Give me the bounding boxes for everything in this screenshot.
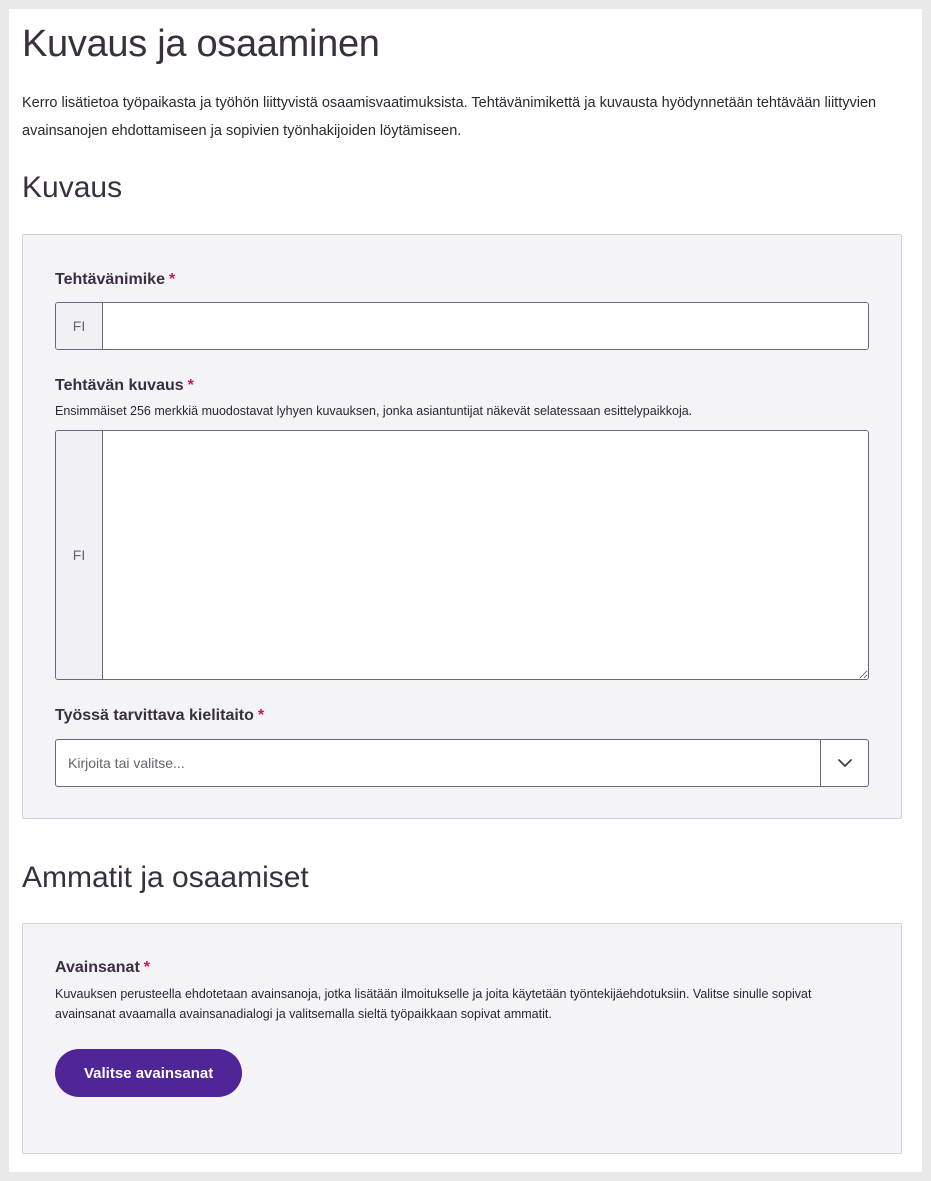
job-title-field bbox=[55, 302, 869, 350]
job-title-input[interactable] bbox=[103, 303, 868, 349]
required-mark: * bbox=[143, 959, 151, 976]
kuvaus-card bbox=[22, 234, 902, 819]
job-title-label bbox=[55, 271, 175, 289]
job-description-textarea[interactable] bbox=[103, 431, 868, 679]
language-tag: FI bbox=[56, 431, 103, 679]
language-skill-label bbox=[55, 707, 264, 725]
language-skill-dropdown-button[interactable] bbox=[820, 740, 868, 786]
job-description-help: Ensimmäiset 256 merkkiä muodostavat lyhyen kuvauksen, jonka asiantuntijat näkevät selatessaan esittelypaikkoja. bbox=[55, 404, 693, 418]
required-mark: * bbox=[168, 271, 176, 288]
job-title-label-text: Tehtävänimike bbox=[55, 271, 165, 288]
page-intro: Kerro lisätietoa työpaikasta ja työhön liittyvistä osaamisvaatimuksista. Tehtävänimikettä ja kuvausta hyödynnetään tehtävään liittyvien avainsanojen ehdottamiseen ja sopivien työnhakijoiden löytämiseen. bbox=[22, 95, 877, 139]
job-description-label bbox=[55, 377, 194, 395]
language-tag: FI bbox=[56, 303, 103, 349]
keywords-label-text: Avainsanat bbox=[55, 959, 140, 976]
required-mark: * bbox=[187, 377, 194, 394]
select-keywords-button[interactable]: Valitse avainsanat bbox=[55, 1049, 242, 1097]
job-description-label-text: Tehtävän kuvaus bbox=[55, 377, 184, 394]
chevron-down-icon bbox=[837, 758, 853, 768]
language-skill-input[interactable] bbox=[56, 740, 820, 786]
keywords-label bbox=[55, 959, 150, 977]
language-skill-combobox bbox=[55, 739, 869, 787]
page-title: Kuvaus ja osaaminen bbox=[22, 23, 380, 65]
page bbox=[9, 9, 922, 1172]
section-heading-kuvaus: Kuvaus bbox=[22, 171, 123, 204]
section-heading-ammatit: Ammatit ja osaamiset bbox=[22, 861, 309, 894]
ammatit-card bbox=[22, 923, 902, 1154]
language-skill-label-text: Työssä tarvittava kielitaito bbox=[55, 707, 254, 724]
required-mark: * bbox=[257, 707, 265, 724]
keywords-help: Kuvauksen perusteella ehdotetaan avainsanoja, jotka lisätään ilmoitukselle ja joita käytetään työntekijäehdotuksiin. Valitse sinulle sopivat avainsanat avaamalla avainsanadialogi ja valitsemalla sieltä työpaikkaan sopivat ammatit. bbox=[55, 987, 812, 1021]
job-description-field bbox=[55, 430, 869, 680]
